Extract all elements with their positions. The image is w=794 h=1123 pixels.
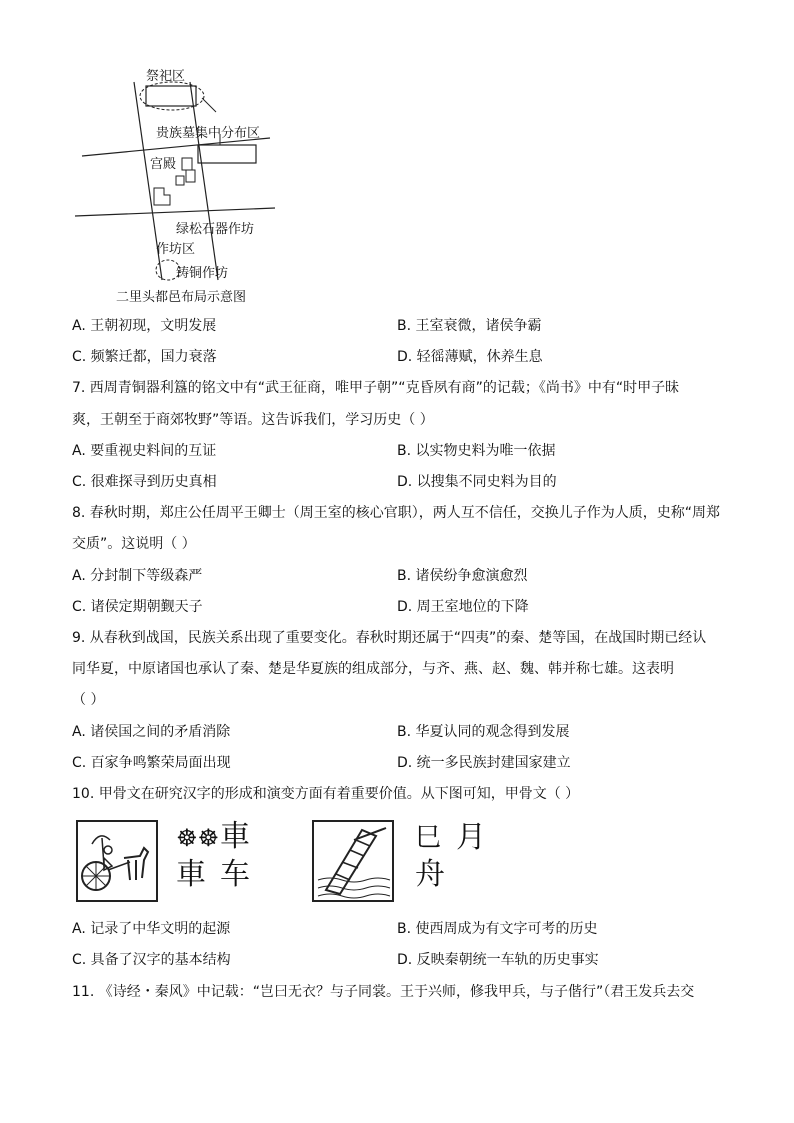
q9-stem-line-2: 同华夏，中原诸国也承认了秦、楚是华夏族的组成部分，与齐、燕、赵、魏、韩并称七雄。这表明 <box>72 661 674 677</box>
q9-stem-line-1: 9. 从春秋到战国，民族关系出现了重要变化。春秋时期还属于“四夷”的秦、楚等国，在战国时期已经认 <box>72 630 707 646</box>
q7-option-a: A. 要重视史料间的互证 <box>72 443 217 459</box>
label-noble-tombs: 贵族墓集中分布区 <box>156 126 261 141</box>
q9-option-d: D. 统一多民族封建国家建立 <box>397 755 571 771</box>
boat-bronze-char: 月 <box>456 820 486 855</box>
q10-option-c: C. 具备了汉字的基本结构 <box>72 952 231 968</box>
q10-option-b: B. 使西周成为有文字可考的历史 <box>397 921 598 937</box>
q8-option-a: A. 分封制下等级森严 <box>72 568 203 584</box>
q9-option-a: A. 诸侯国之间的矛盾消除 <box>72 724 231 740</box>
label-ritual-area: 祭祀区 <box>146 69 186 84</box>
cart-picture-frame <box>76 820 158 902</box>
boat-picture-frame <box>312 820 394 902</box>
q10-option-a: A. 记录了中华文明的起源 <box>72 921 231 937</box>
q8-option-c: C. 诸侯定期朝觐天子 <box>72 599 203 615</box>
q6-option-c: C. 频繁迁都，国力衰落 <box>72 349 217 365</box>
q8-stem-line-2: 交质”。这说明（ ） <box>72 536 196 552</box>
cart-oracle-glyph: ☸☸ <box>176 824 220 852</box>
q8-stem-line-1: 8. 春秋时期，郑庄公任周平王卿士（周王室的核心官职），两人互不信任，交换儿子作为人质，史称“周郑 <box>72 505 721 521</box>
q6-option-d: D. 轻徭薄赋，休养生息 <box>397 349 543 365</box>
q7-option-d: D. 以搜集不同史料为目的 <box>397 474 557 490</box>
cart-simplified-char: 车 <box>220 857 250 892</box>
q9-stem-line-3: （ ） <box>72 692 105 708</box>
q6-option-b: B. 王室衰微，诸侯争霸 <box>397 318 542 334</box>
label-turquoise-workshop: 绿松石器作坊 <box>176 222 255 237</box>
q8-option-b: B. 诸侯纷争愈演愈烈 <box>397 568 528 584</box>
boat-oracle-glyph: 巳 <box>415 823 442 853</box>
label-bronze-workshop: 铸铜作坊 <box>176 266 229 281</box>
q9-option-c: C. 百家争鸣繁荣局面出现 <box>72 755 231 771</box>
boat-illustration <box>314 822 392 900</box>
q10-stem-line-1: 10. 甲骨文在研究汉字的形成和演变方面有着重要价值。从下图可知，甲骨文（ ） <box>72 786 580 802</box>
figure-caption: 二里头都邑布局示意图 <box>116 290 247 305</box>
cart-traditional-char: 車 <box>176 857 206 892</box>
q7-option-c: C. 很难探寻到历史真相 <box>72 474 217 490</box>
cart-illustration <box>78 822 156 900</box>
boat-modern-char: 舟 <box>415 857 445 892</box>
cart-bronze-char: 車 <box>220 819 250 854</box>
q9-option-b: B. 华夏认同的观念得到发展 <box>397 724 570 740</box>
q6-option-a: A. 王朝初现，文明发展 <box>72 318 217 334</box>
q7-stem-line-1: 7. 西周青铜器利簋的铭文中有“武王征商，唯甲子朝”“克昏夙有商”的记载；《尚书》中有“时甲子昧 <box>72 380 680 396</box>
q7-stem-line-2: 爽，王朝至于商郊牧野”等语。这告诉我们，学习历史（ ） <box>72 412 434 428</box>
label-workshop-area: 作坊区 <box>156 242 196 257</box>
q8-option-d: D. 周王室地位的下降 <box>397 599 529 615</box>
q10-option-d: D. 反映秦朝统一车轨的历史事实 <box>397 952 599 968</box>
label-palace: 宫殿 <box>150 157 177 172</box>
q7-option-b: B. 以实物史料为唯一依据 <box>397 443 556 459</box>
q11-stem-line-1: 11. 《诗经・秦风》中记载：“岂曰无衣？与子同裳。王于兴师，修我甲兵，与子偕行”（君王发兵去交 <box>72 984 695 1000</box>
erlitou-layout-figure <box>70 60 290 310</box>
